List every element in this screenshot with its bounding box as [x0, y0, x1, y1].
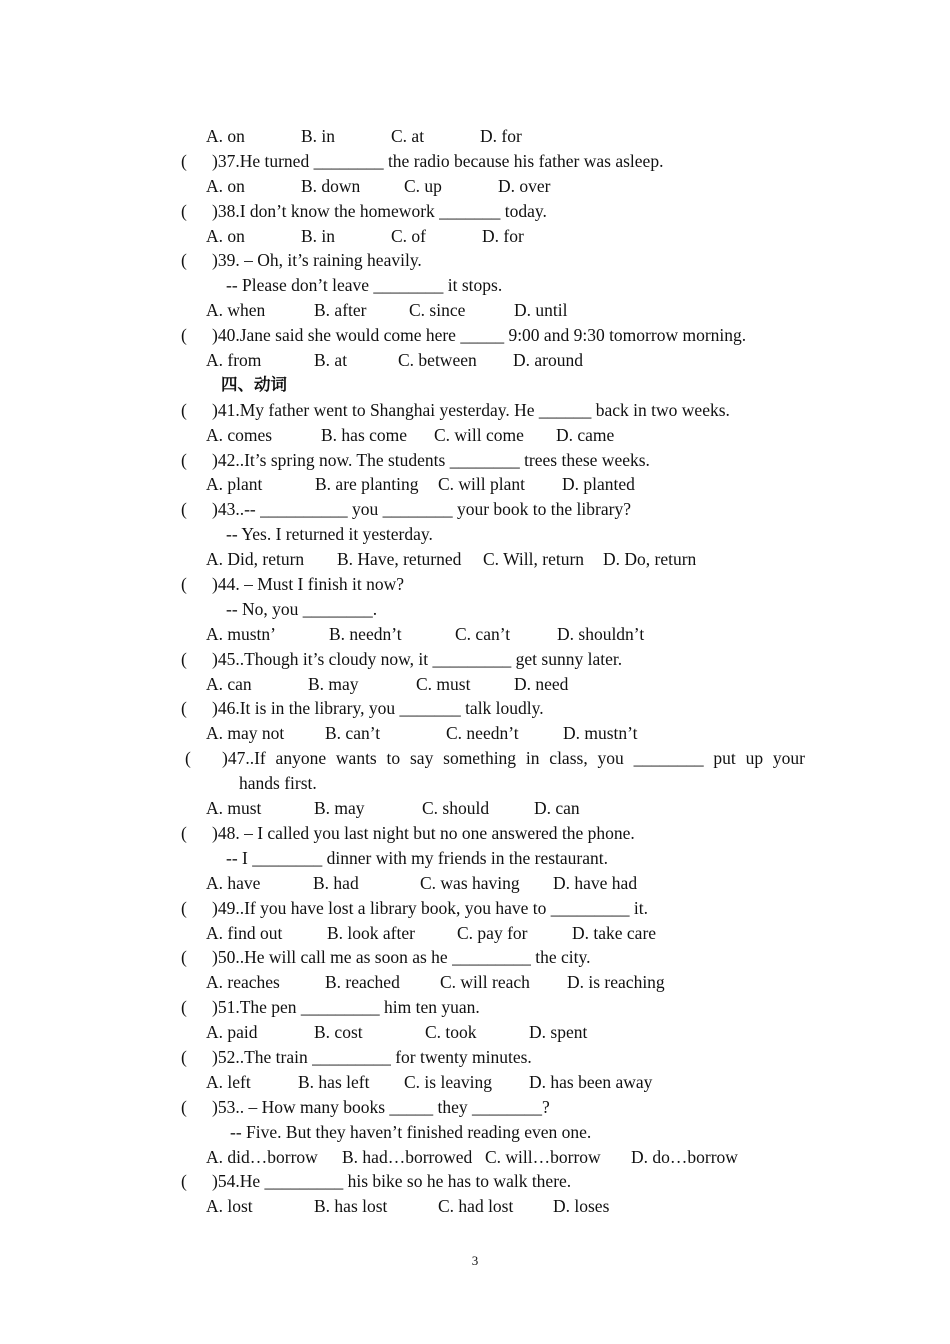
option-d: D. Do, return — [603, 549, 697, 570]
option-a: A. when — [206, 300, 266, 321]
question-text: )44. – Must I finish it now? — [212, 574, 405, 595]
option-d: D. need — [514, 673, 569, 694]
option-a: A. plant — [206, 474, 263, 495]
option-c: C. will come — [434, 424, 524, 445]
option-b: B. look after — [327, 922, 415, 943]
question-text: )45..Though it’s cloudy now, it _________ get sunny later. — [212, 648, 623, 669]
answer-paren: ( — [181, 200, 187, 221]
question-text: )53.. – How many books _____ they ________? — [212, 1096, 550, 1117]
option-d: D. mustn’t — [563, 723, 638, 744]
question-text: )48. – I called you last night but no one answered the phone. — [212, 822, 635, 843]
option-d: D. loses — [553, 1196, 610, 1217]
option-c: C. will…borrow — [485, 1146, 601, 1167]
question-text: )38.I don’t know the homework _______ today. — [212, 200, 547, 221]
question-row — [0, 398, 950, 423]
question-text: )42..It’s spring now. The students ________ trees these weeks. — [212, 449, 650, 470]
question-row — [0, 746, 950, 771]
option-d: D. planted — [562, 474, 635, 495]
question-text: )50..He will call me as soon as he _________ the city. — [212, 947, 591, 968]
option-d: D. has been away — [529, 1071, 653, 1092]
option-b: B. cost — [314, 1022, 363, 1043]
options-row — [0, 423, 950, 448]
option-c: C. at — [391, 126, 425, 146]
option-a: A. have — [206, 872, 261, 893]
option-a: A. on — [206, 225, 245, 246]
answer-paren: ( — [181, 1171, 187, 1192]
dialogue-line — [0, 597, 950, 622]
option-d: D. around — [513, 350, 583, 371]
question-text: )49..If you have lost a library book, you have to _________ it. — [212, 897, 648, 918]
option-b: B. in — [301, 126, 336, 146]
dialogue-line — [0, 1120, 950, 1145]
question-row — [0, 647, 950, 672]
answer-paren: ( — [181, 897, 187, 918]
option-c: C. should — [422, 798, 490, 819]
option-b: B. reached — [325, 972, 400, 993]
question-text: )41.My father went to Shanghai yesterday. He ______ back in two weeks. — [212, 399, 730, 420]
option-b: B. has left — [298, 1071, 370, 1092]
option-c: C. pay for — [457, 922, 528, 943]
option-c: C. was having — [420, 872, 520, 893]
option-c: C. between — [398, 350, 477, 371]
option-b: B. has lost — [314, 1196, 388, 1217]
question-text: )46.It is in the library, you _______ talk loudly. — [212, 698, 544, 719]
question-row — [0, 821, 950, 846]
question-text: )51.The pen _________ him ten yuan. — [212, 997, 480, 1018]
option-a: A. may not — [206, 723, 285, 744]
option-c: C. will plant — [438, 474, 526, 495]
question-row — [0, 199, 950, 224]
option-d: D. is reaching — [567, 972, 665, 993]
option-d: D. spent — [529, 1022, 588, 1043]
option-a: A. paid — [206, 1022, 258, 1043]
options-row — [0, 1145, 950, 1170]
dialogue-text: -- Yes. I returned it yesterday. — [226, 524, 433, 545]
option-d: D. for — [480, 126, 522, 146]
question-list — [0, 124, 950, 1219]
option-c: C. of — [391, 225, 426, 246]
option-b: B. may — [314, 798, 365, 819]
option-b: B. Have, returned — [337, 549, 462, 570]
option-a: A. on — [206, 126, 245, 146]
options-row — [0, 1070, 950, 1095]
question-row — [0, 1169, 950, 1194]
option-d: D. do…borrow — [631, 1146, 738, 1167]
answer-paren: ( — [181, 449, 187, 470]
section-heading-text: 四、动词 — [221, 374, 287, 394]
option-a: A. must — [206, 798, 262, 819]
options-row — [0, 796, 950, 821]
answer-paren: ( — [181, 399, 187, 420]
question-row — [0, 995, 950, 1020]
question-text: )47..If anyone wants to say something in class, you ________ put up your — [222, 748, 805, 769]
option-c: C. had lost — [438, 1196, 514, 1217]
options-row — [0, 970, 950, 995]
option-c: C. is leaving — [404, 1071, 492, 1092]
option-c: C. can’t — [455, 623, 511, 644]
question-row — [0, 896, 950, 921]
options-row — [0, 721, 950, 746]
option-a: A. did…borrow — [206, 1146, 318, 1167]
option-c: C. up — [404, 175, 442, 196]
section-heading — [0, 373, 950, 398]
option-d: D. can — [534, 798, 580, 819]
dialogue-line — [0, 522, 950, 547]
question-row — [0, 1095, 950, 1120]
option-b: B. at — [314, 350, 348, 371]
dialogue-text: -- No, you ________. — [226, 598, 378, 619]
question-row — [0, 945, 950, 970]
option-a: A. on — [206, 175, 245, 196]
answer-paren: ( — [181, 1096, 187, 1117]
option-b: B. are planting — [315, 474, 419, 495]
options-row — [0, 224, 950, 249]
option-b: B. down — [301, 175, 361, 196]
dialogue-line — [0, 273, 950, 298]
option-d: D. came — [556, 424, 615, 445]
question-row — [0, 149, 950, 174]
options-row — [0, 547, 950, 572]
option-a: A. mustn’ — [206, 623, 276, 644]
answer-paren: ( — [181, 325, 187, 346]
option-c: C. took — [425, 1022, 477, 1043]
option-c: C. will reach — [440, 972, 530, 993]
answer-paren: ( — [185, 748, 191, 769]
question-text: )40.Jane said she would come here _____ 9:00 and 9:30 tomorrow morning. — [212, 325, 747, 346]
option-b: B. may — [308, 673, 359, 694]
answer-paren: ( — [181, 947, 187, 968]
question-row — [0, 696, 950, 721]
option-a: A. comes — [206, 424, 273, 445]
question-row — [0, 248, 950, 273]
answer-paren: ( — [181, 997, 187, 1018]
options-row — [0, 871, 950, 896]
question-text: )39. – Oh, it’s raining heavily. — [212, 250, 422, 271]
option-d: D. have had — [553, 872, 638, 893]
option-a: A. lost — [206, 1196, 253, 1217]
question-text: )43..-- __________ you ________ your book to the library? — [212, 499, 631, 520]
answer-paren: ( — [181, 648, 187, 669]
option-d: D. for — [482, 225, 524, 246]
option-c: C. needn’t — [446, 723, 519, 744]
dialogue-text: -- I ________ dinner with my friends in the restaurant. — [226, 847, 608, 868]
options-row — [0, 921, 950, 946]
question-row — [0, 497, 950, 522]
dialogue-text: -- Please don’t leave ________ it stops. — [226, 275, 503, 296]
options-row — [0, 1020, 950, 1045]
question-text: )37.He turned ________ the radio because his father was asleep. — [212, 150, 664, 171]
option-c: C. Will, return — [483, 549, 585, 570]
options-row — [0, 348, 950, 373]
option-a: A. can — [206, 673, 252, 694]
answer-paren: ( — [181, 250, 187, 271]
option-a: A. Did, return — [206, 549, 305, 570]
option-d: D. shouldn’t — [557, 623, 645, 644]
answer-paren: ( — [181, 698, 187, 719]
answer-paren: ( — [181, 150, 187, 171]
question-row — [0, 448, 950, 473]
option-b: B. had — [313, 872, 359, 893]
option-d: D. over — [498, 175, 551, 196]
option-a: A. left — [206, 1071, 251, 1092]
dialogue-line — [0, 846, 950, 871]
question-text: )54.He _________ his bike so he has to walk there. — [212, 1171, 572, 1192]
options-row — [0, 1194, 950, 1219]
dialogue-text: -- Five. But they haven’t finished reading even one. — [230, 1121, 592, 1142]
question-row — [0, 572, 950, 597]
page-number: 3 — [471, 1253, 479, 1268]
options-row — [0, 298, 950, 323]
option-b: B. in — [301, 225, 336, 246]
question-continuation-text: hands first. — [239, 773, 317, 794]
answer-paren: ( — [181, 499, 187, 520]
answer-paren: ( — [181, 574, 187, 595]
option-b: B. after — [314, 300, 367, 321]
option-b: B. needn’t — [329, 623, 402, 644]
answer-paren: ( — [181, 1046, 187, 1067]
option-d: D. until — [514, 300, 568, 321]
option-a: A. reaches — [206, 972, 280, 993]
option-c: C. must — [416, 673, 471, 694]
question-text: )52..The train _________ for twenty minutes. — [212, 1046, 532, 1067]
answer-paren: ( — [181, 822, 187, 843]
question-row — [0, 323, 950, 348]
options-row — [0, 672, 950, 697]
option-b: B. has come — [321, 424, 408, 445]
option-b: B. can’t — [325, 723, 381, 744]
options-row — [0, 622, 950, 647]
option-c: C. since — [409, 300, 466, 321]
option-d: D. take care — [572, 922, 657, 943]
question-continuation — [0, 771, 950, 796]
options-row — [0, 472, 950, 497]
option-a: A. find out — [206, 922, 283, 943]
question-row — [0, 1045, 950, 1070]
option-a: A. from — [206, 350, 262, 371]
options-row — [0, 174, 950, 199]
options-row — [0, 124, 950, 149]
option-b: B. had…borrowed — [342, 1146, 473, 1167]
